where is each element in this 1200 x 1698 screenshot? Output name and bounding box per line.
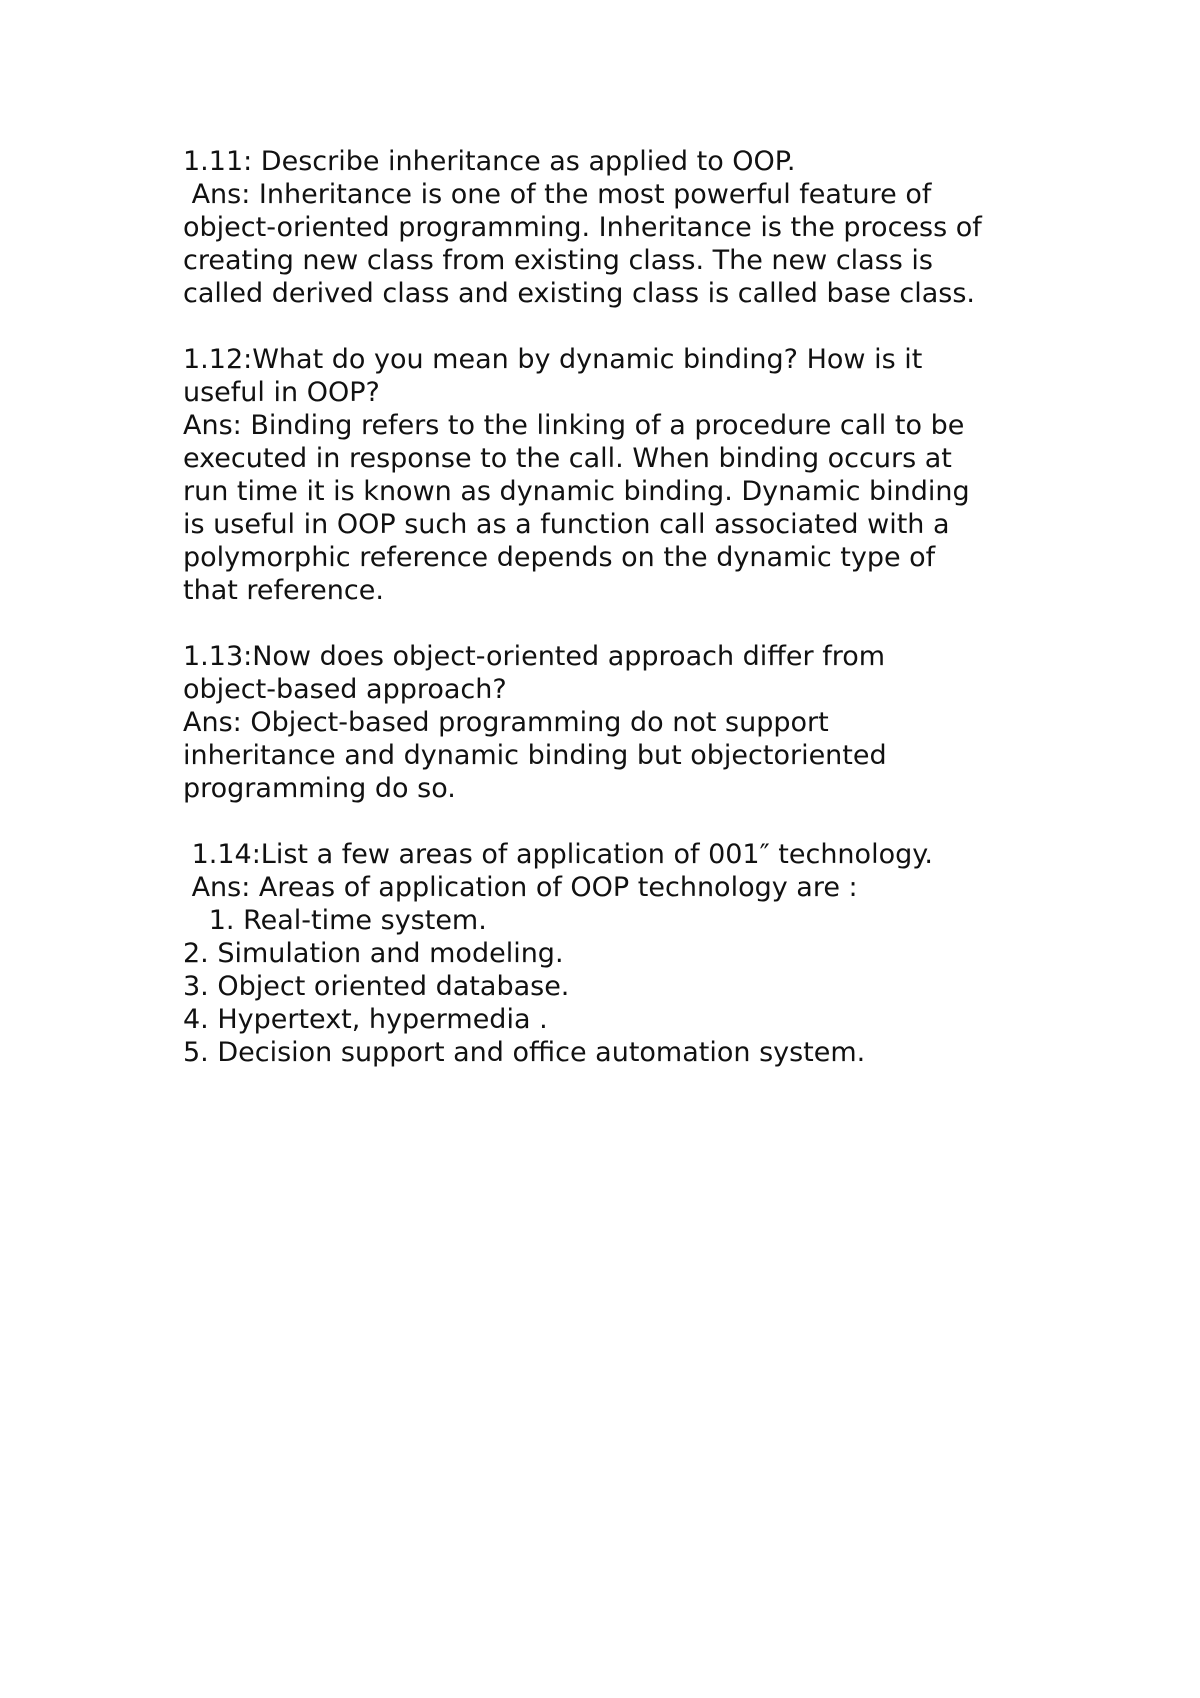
- answer-line: polymorphic reference depends on the dynamic type of: [183, 542, 936, 573]
- answer-line: executed in response to the call. When binding occurs at: [183, 443, 952, 474]
- question-1-12: 1.12:What do you mean by dynamic binding? How is it: [183, 344, 923, 375]
- answer-line: Ans: Inheritance is one of the most powerful feature of: [183, 179, 932, 210]
- answer-line: Ans: Binding refers to the linking of a procedure call to be: [183, 410, 965, 441]
- answer-line: that reference.: [183, 575, 384, 606]
- paragraph-gap: [183, 607, 1063, 640]
- answer-line: Ans: Areas of application of OOP technology are :: [183, 872, 858, 903]
- answer-line: object-oriented programming. Inheritance is the process of: [183, 212, 982, 243]
- paragraph-gap: [183, 805, 1063, 838]
- answer-line: is useful in OOP such as a function call associated with a: [183, 509, 950, 540]
- section-1-14: [183, 838, 1063, 1069]
- question-line: useful in OOP?: [183, 377, 380, 408]
- answer-line: Ans: Object-based programming do not support: [183, 707, 829, 738]
- list-item: 4. Hypertext, hypermedia .: [183, 1004, 548, 1035]
- answer-line: called derived class and existing class is called base class.: [183, 278, 976, 309]
- question-1-14: 1.14:List a few areas of application of 001″ technology.: [183, 839, 933, 870]
- paragraph-gap: [183, 310, 1063, 343]
- list-item: 2. Simulation and modeling.: [183, 938, 564, 969]
- section-1-12: [183, 343, 1063, 607]
- document-body: [183, 145, 1063, 1069]
- list-item: 5. Decision support and office automation system.: [183, 1037, 866, 1068]
- answer-line: programming do so.: [183, 773, 456, 804]
- answer-line: creating new class from existing class. The new class is: [183, 245, 934, 276]
- section-1-11: [183, 145, 1063, 310]
- question-1-11: 1.11: Describe inheritance as applied to OOP.: [183, 146, 796, 177]
- question-1-13: 1.13:Now does object-oriented approach differ from: [183, 641, 886, 672]
- list-item: 1. Real-time system.: [183, 905, 487, 936]
- section-1-13: [183, 640, 1063, 805]
- question-line: object-based approach?: [183, 674, 507, 705]
- answer-line: run time it is known as dynamic binding. Dynamic binding: [183, 476, 970, 507]
- list-item: 3. Object oriented database.: [183, 971, 570, 1002]
- answer-line: inheritance and dynamic binding but objectoriented: [183, 740, 887, 771]
